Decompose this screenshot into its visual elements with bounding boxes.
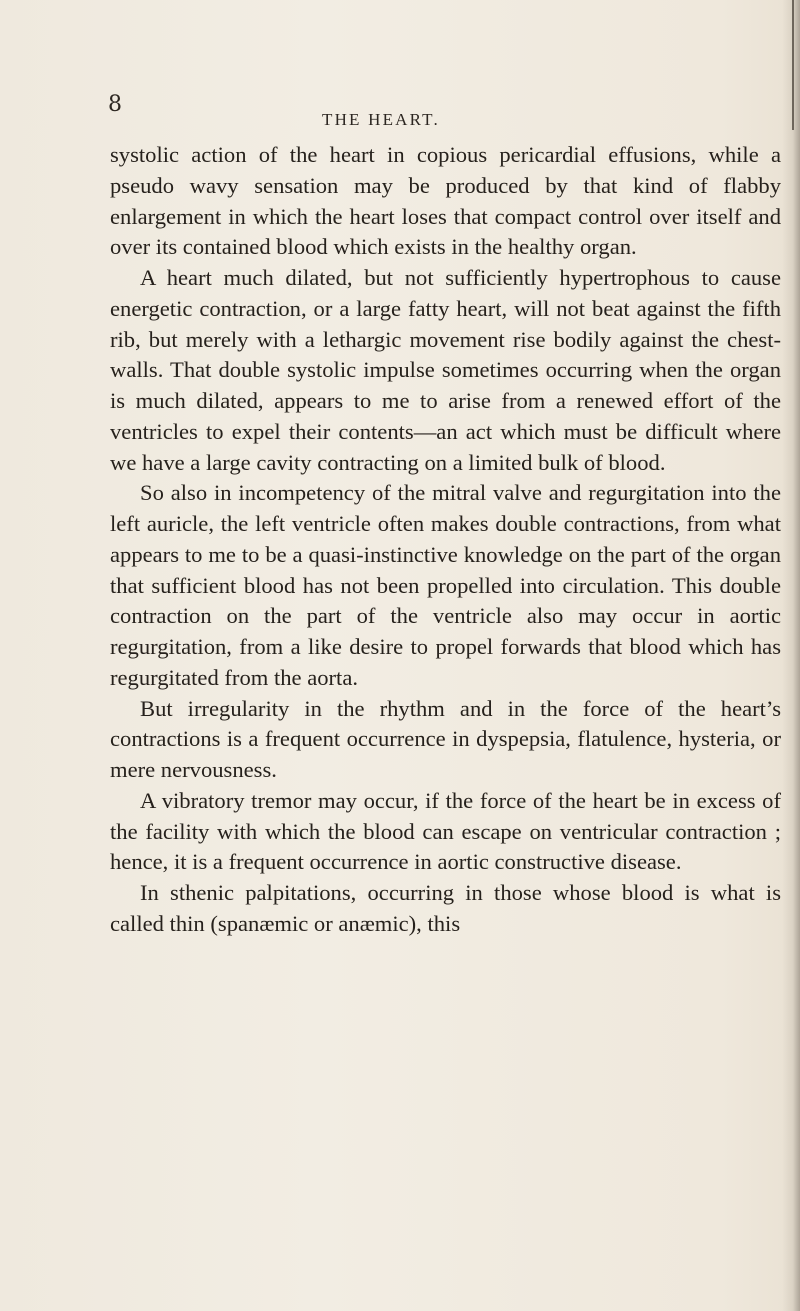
page-edge-line — [792, 0, 794, 130]
paragraph-3: So also in incompetency of the mitral valve and regurgitation into the left auricle, the left ventricle often makes double contractions, from what appears to me to be a quasi-instinctive knowledge on the part of the organ that sufficient blood has not been propelled into circulation. This double contraction on the part of the ventricle also may occur in aortic regurgitation, from a like desire to propel forwards that blood which has regurgitated from the aorta. — [110, 480, 781, 690]
paragraph-2: A heart much dilated, but not sufficiently hypertrophous to cause energetic contraction, or a large fatty heart, will not beat against the fifth rib, but merely with a lethargic movement rise bodily against the chest-walls. That double systolic impulse sometimes occurring when the organ is much dilated, appears to me to arise from a renewed effort of the ventricles to expel their contents—an act which must be difficult where we have a large cavity contracting on a limited bulk of blood. — [110, 265, 781, 475]
page-edge-shadow — [782, 0, 800, 1311]
paragraph-6: In sthenic palpitations, occurring in those whose blood is what is called thin (spanæmic or anæmic), this — [110, 880, 781, 936]
paragraph-4: But irregularity in the rhythm and in the force of the heart’s contractions is a frequent occurrence in dyspepsia, flatulence, hysteria, or mere nervousness. — [110, 695, 781, 782]
body-text — [110, 140, 781, 940]
page-number: 8 — [108, 92, 122, 117]
running-head: THE HEART. — [322, 110, 440, 129]
paragraph-1: systolic action of the heart in copious pericardial effusions, while a pseudo wavy sensation may be produced by that kind of flabby enlargement in which the heart loses that compact control over itself and over its contained blood which exists in the healthy organ. — [110, 142, 781, 260]
paragraph-5: A vibratory tremor may occur, if the force of the heart be in excess of the facility with which the blood can escape on ventricular contraction ; hence, it is a frequent occurrence in aortic constructive disease. — [110, 787, 781, 875]
